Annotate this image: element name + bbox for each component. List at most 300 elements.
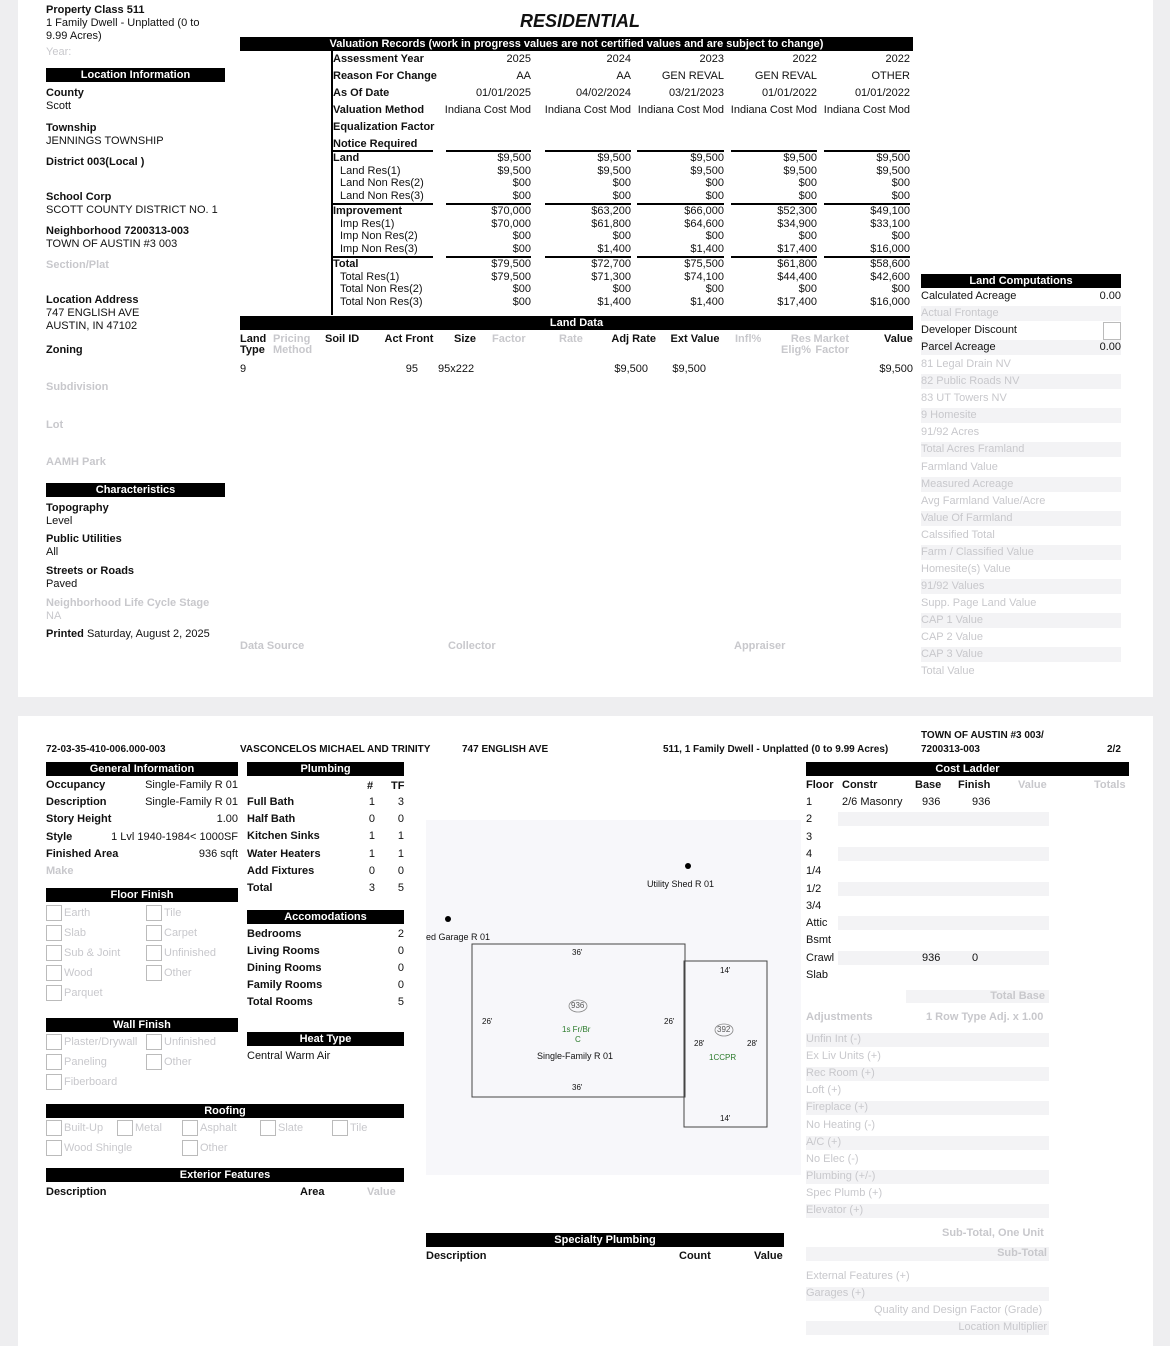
value-cell: $72,700 — [591, 258, 631, 270]
land-computation-label: 83 UT Towers NV — [921, 392, 1007, 405]
land-col-value: Value — [884, 333, 913, 345]
plumbing-row-count: 1 — [368, 796, 375, 808]
floor-option — [46, 905, 90, 921]
property-class-desc-line1: 1 Family Dwell - Unplatted (0 to — [46, 17, 200, 29]
cost-row-constr: 2/6 Masonry — [842, 796, 903, 808]
valuation-years-cell: 2024 — [606, 53, 631, 65]
value-cell: $58,600 — [870, 258, 910, 270]
plumbing-row-label: Full Bath — [247, 796, 295, 808]
streets-value: Paved — [46, 578, 78, 590]
exterior-features-header: Exterior Features — [46, 1168, 404, 1182]
land-computation-label: Calssified Total — [921, 528, 995, 541]
value-cell: $79,500 — [491, 258, 531, 270]
option-label: Earth — [64, 907, 91, 919]
accommodation-row-label: Total Rooms — [247, 996, 313, 1008]
option-checkbox[interactable] — [332, 1120, 348, 1136]
roof-option — [332, 1120, 367, 1136]
land-computation-label: Parcel Acreage — [921, 341, 996, 354]
option-checkbox[interactable] — [46, 1034, 62, 1050]
cost-row-floor: 1/4 — [806, 865, 822, 878]
land-col-rate: Rate — [559, 333, 583, 345]
land-computation-label: Avg Farmland Value/Acre — [921, 494, 1046, 507]
option-checkbox[interactable] — [117, 1120, 133, 1136]
value-cell: $00 — [798, 283, 817, 296]
adjustments-label: Adjustments — [806, 1011, 873, 1023]
value-cell: $1,400 — [690, 243, 724, 256]
accommodation-row-label: Living Rooms — [247, 945, 320, 957]
value-cell: $00 — [891, 230, 910, 243]
valuation-years-cell: 2025 — [506, 53, 531, 65]
valuation-years-cell: 2022 — [885, 53, 910, 65]
accommodation-row-label: Family Rooms — [247, 979, 323, 991]
valuation-row-label: As Of Date — [333, 87, 390, 99]
land-computation-row — [921, 323, 1121, 338]
floor-finish-header: Floor Finish — [46, 888, 238, 902]
characteristics-header: Characteristics — [46, 483, 225, 497]
adjustment-row: Unfin Int (-) — [806, 1033, 1049, 1047]
land-computation-label: 82 Public Roads NV — [921, 375, 1020, 388]
data-source-label: Data Source — [240, 640, 305, 652]
area-936-label: 936 — [571, 1001, 585, 1010]
land-computation-label: 91/92 Acres — [921, 426, 980, 439]
public-utilities-label: Public Utilities — [46, 533, 122, 545]
value-row-label: Total Non Res(3) — [340, 296, 423, 309]
general-info-value: 1.00 — [216, 813, 238, 826]
adjustment-row: Loft (+) — [806, 1084, 842, 1097]
value-cell: $1,400 — [597, 296, 631, 309]
accommodation-row-value: 2 — [397, 928, 404, 940]
cost-row-shade — [838, 968, 1049, 982]
land-computation-row — [921, 613, 1121, 628]
accommodation-row-label: Bedrooms — [247, 928, 302, 940]
land-computation-label: 81 Legal Drain NV — [921, 358, 1011, 371]
floor-option — [46, 965, 93, 981]
section-plat-label: Section/Plat — [46, 259, 109, 271]
land-computation-label: Homesite(s) Value — [921, 562, 1011, 575]
heat-type-header: Heat Type — [247, 1032, 404, 1046]
floor-option — [146, 965, 192, 981]
district-label: District 003(Local ) — [46, 156, 145, 168]
option-checkbox[interactable] — [46, 1120, 62, 1136]
plumbing-row-label: Half Bath — [247, 813, 296, 826]
valuation-dates-cell: 01/01/2025 — [475, 87, 531, 99]
valuation-methods-cell: Indiana Cost Mod — [444, 104, 531, 116]
floor-c-label: C — [575, 1035, 581, 1044]
cost-row-finish: 936 — [972, 796, 991, 808]
accommodation-row-value: 0 — [397, 962, 404, 974]
option-label: Tile — [164, 907, 182, 919]
county-value: Scott — [46, 100, 72, 112]
option-checkbox[interactable] — [46, 985, 62, 1001]
valuation-row-label: Equalization Factor — [333, 121, 435, 133]
printed-value: Saturday, August 2, 2025 — [86, 628, 210, 640]
land-computation-label: Supp. Page Land Value — [921, 596, 1037, 609]
roof-option — [46, 1140, 132, 1156]
garage-label: ed Garage R 01 — [426, 932, 491, 942]
cost-row-base: 936 — [922, 951, 941, 964]
cost-row-shade — [838, 882, 1049, 896]
cost-row-floor: Crawl — [806, 951, 835, 964]
valuation-dates-cell: 01/01/2022 — [854, 87, 910, 99]
cost-row-floor: Bsmt — [806, 934, 832, 947]
cost-row-floor: 3/4 — [806, 899, 822, 912]
dim-26-right: 26' — [664, 1017, 675, 1026]
value-cell: $61,800 — [777, 258, 817, 270]
page-number: 2/2 — [1107, 744, 1121, 755]
value-row-label: Improvement — [333, 205, 403, 217]
valuation-row-label: Assessment Year — [333, 53, 424, 65]
general-info-header: General Information — [46, 762, 238, 776]
house-outline — [472, 944, 685, 1097]
option-checkbox[interactable] — [46, 945, 62, 961]
land-computation-label: Measured Acreage — [921, 477, 1014, 490]
value-cell: $16,000 — [870, 296, 910, 309]
public-utilities-value: All — [46, 546, 59, 558]
value-cell: $00 — [798, 177, 817, 190]
general-info-value: Single-Family R 01 — [145, 796, 238, 809]
land-col-infl: Infl% — [735, 333, 762, 345]
option-label: Carpet — [164, 927, 198, 939]
adjustment-row: Ex Liv Units (+) — [806, 1050, 881, 1063]
school-label: School Corp — [46, 191, 112, 203]
land-computation-row — [921, 306, 1121, 321]
row-type-adj-label: 1 Row Type Adj. x 1.00 — [926, 1011, 1044, 1023]
roofing-header: Roofing — [46, 1104, 404, 1118]
plumb-tf-col: TF — [391, 780, 405, 792]
land-computation-row — [921, 647, 1121, 662]
value-row-label: Land — [333, 152, 360, 164]
floor-option — [46, 925, 86, 941]
land-col-ext-value: Ext Value — [670, 333, 720, 345]
value-row-label: Imp Non Res(3) — [340, 243, 418, 256]
plumbing-row-tf: 1 — [397, 847, 404, 860]
plumbing-row-label: Kitchen Sinks — [247, 830, 320, 843]
cost-base-col: Base — [915, 779, 942, 791]
value-cell: $75,500 — [684, 258, 724, 270]
land-row-type: 9 — [240, 363, 247, 375]
garage-marker — [445, 916, 451, 922]
land-computations-header: Land Computations — [921, 274, 1121, 288]
dim-28-right: 28' — [747, 1039, 758, 1048]
option-checkbox[interactable] — [146, 905, 162, 921]
land-row-ext-value: $9,500 — [672, 363, 706, 375]
neighborhood-label: Neighborhood 7200313-003 — [46, 225, 190, 237]
option-checkbox[interactable] — [146, 945, 162, 961]
option-label: Asphalt — [200, 1122, 237, 1134]
option-label: Parquet — [64, 987, 103, 999]
area-392-label: 392 — [717, 1025, 731, 1034]
school-value: SCOTT COUNTY DISTRICT NO. 1 — [46, 204, 218, 216]
land-row-act-front: 95 — [405, 363, 418, 375]
cost-row-floor: Slab — [806, 969, 829, 981]
valuation-row-label: Notice Required — [333, 138, 418, 150]
adjustment-row: A/C (+) — [806, 1136, 1049, 1150]
option-checkbox[interactable] — [182, 1120, 198, 1136]
value-cell: $9,500 — [690, 152, 724, 164]
land-computation-row — [921, 579, 1121, 594]
property-class-desc-line2: 9.99 Acres) — [46, 30, 102, 42]
value-cell: $1,400 — [597, 243, 631, 256]
value-cell: $52,300 — [777, 205, 817, 217]
location-info-header: Location Information — [46, 68, 225, 82]
roof-option — [46, 1120, 103, 1136]
accommodation-row-value: 0 — [397, 979, 404, 991]
value-cell: $00 — [512, 230, 531, 243]
valuation-years-cell: 2023 — [699, 53, 724, 65]
cost-row-shade — [838, 830, 1049, 844]
developer-discount-checkbox[interactable] — [1103, 322, 1121, 340]
cost-row-finish: 0 — [972, 951, 979, 964]
valuation-reasons-cell: GEN REVAL — [661, 70, 724, 82]
option-checkbox[interactable] — [46, 1140, 62, 1156]
utility-shed-label: Utility Shed R 01 — [647, 879, 715, 889]
general-info-label: Style — [46, 830, 73, 843]
land-computation-row — [921, 289, 1121, 304]
accommodation-row-label: Dining Rooms — [247, 962, 322, 974]
plumbing-row-tf: 0 — [397, 864, 404, 877]
cost-row-floor: 1 — [806, 796, 813, 808]
topography-value: Level — [46, 515, 73, 527]
value-cell: $9,500 — [876, 164, 910, 177]
option-checkbox[interactable] — [146, 965, 162, 981]
adjustment-row: Spec Plumb (+) — [806, 1186, 883, 1199]
option-label: Other — [200, 1142, 228, 1154]
cost-floor-col: Floor — [806, 779, 834, 791]
value-cell: $66,000 — [684, 205, 724, 217]
value-cell: $9,500 — [783, 164, 817, 177]
cost-row-floor: 3 — [806, 830, 813, 843]
cost-row-shade — [838, 951, 1049, 965]
value-cell: $33,100 — [870, 217, 910, 230]
valuation-methods-cell: Indiana Cost Mod — [730, 104, 817, 116]
property-class-label: Property Class 511 — [46, 4, 145, 16]
land-computation-label: Total Acres Framland — [921, 443, 1025, 456]
roof-option — [260, 1120, 303, 1136]
external-features-label: External Features (+) — [806, 1270, 910, 1282]
value-row-label: Land Non Res(3) — [340, 190, 424, 203]
value-cell: $00 — [612, 283, 631, 296]
cost-constr-col: Constr — [842, 779, 878, 791]
floor-frbr-label: 1s Fr/Br — [562, 1025, 591, 1034]
value-cell: $00 — [705, 230, 724, 243]
nlcs-value: NA — [46, 610, 62, 622]
general-info-label: Description — [46, 796, 107, 809]
carport-label: 1CCPR — [709, 1053, 737, 1062]
location-multiplier-label: Location Multiplier — [806, 1321, 1049, 1335]
county-label: County — [46, 87, 84, 99]
wall-option — [46, 1034, 137, 1050]
value-cell: $71,300 — [591, 270, 631, 283]
value-cell: $61,800 — [591, 217, 631, 230]
cost-finish-col: Finish — [958, 779, 991, 791]
floor-option — [46, 985, 103, 1001]
appraiser-label: Appraiser — [734, 640, 786, 652]
land-computation-label: Value Of Farmland — [921, 511, 1013, 524]
land-col-pricing: Pricing Method — [273, 333, 313, 356]
dim-36-top: 36' — [572, 948, 583, 957]
printed-label: Printed — [46, 628, 84, 640]
valuation-row-label: Valuation Method — [333, 104, 425, 116]
option-label: Paneling — [64, 1056, 107, 1068]
plumbing-header: Plumbing — [247, 762, 404, 776]
option-label: Plaster/Drywall — [64, 1036, 138, 1048]
wall-option — [46, 1074, 117, 1090]
value-cell: $63,200 — [591, 205, 631, 217]
floor-option — [46, 945, 120, 961]
value-cell: $9,500 — [597, 152, 631, 164]
plumbing-row-label: Add Fixtures — [247, 864, 315, 877]
garages-label: Garages (+) — [806, 1287, 1049, 1301]
cost-row-shade — [838, 916, 1049, 930]
make-label: Make — [46, 865, 74, 877]
land-col-land-type: Land Type — [240, 333, 267, 356]
value-cell: $74,100 — [684, 270, 724, 283]
address-line2: AUSTIN, IN 47102 — [46, 320, 138, 332]
value-cell: $9,500 — [690, 164, 724, 177]
land-col-market: Market Factor — [813, 333, 849, 356]
option-label: Wood — [64, 967, 93, 979]
land-row-size: 95x222 — [438, 363, 475, 375]
option-checkbox[interactable] — [46, 965, 62, 981]
value-row-label: Imp Non Res(2) — [340, 230, 418, 243]
option-checkbox[interactable] — [46, 1074, 62, 1090]
specialty-plumbing-header: Specialty Plumbing — [426, 1233, 784, 1247]
value-cell: $64,600 — [684, 217, 724, 230]
option-checkbox[interactable] — [146, 1054, 162, 1070]
dim-14-bottom: 14' — [720, 1114, 731, 1123]
option-label: Slate — [278, 1122, 304, 1134]
lot-label: Lot — [46, 419, 64, 431]
value-cell: $9,500 — [597, 164, 631, 177]
value-cell: $00 — [512, 296, 531, 309]
wall-finish-header: Wall Finish — [46, 1018, 238, 1032]
valuation-records-header: Valuation Records (work in progress values are not certified values and are subject to change) — [240, 37, 913, 51]
value-row-label: Imp Res(1) — [340, 217, 395, 230]
ext-area-col: Area — [300, 1186, 325, 1198]
neighborhood-line1: TOWN OF AUSTIN #3 003/ — [921, 730, 1044, 741]
collector-label: Collector — [448, 640, 496, 652]
subtotal-label: Sub-Total — [806, 1247, 1049, 1261]
cost-row-floor: 2 — [806, 813, 813, 826]
value-cell: $00 — [512, 243, 531, 256]
land-computation-row — [921, 425, 1121, 440]
roof-option — [182, 1120, 237, 1136]
option-label: Tile — [350, 1122, 368, 1134]
value-row-label: Land Res(1) — [340, 164, 401, 177]
value-cell: $00 — [798, 230, 817, 243]
wall-option — [46, 1054, 107, 1070]
land-computation-value: 0.00 — [1099, 290, 1121, 302]
land-row-value: $9,500 — [879, 363, 913, 375]
floor-option — [146, 945, 216, 961]
value-cell: $9,500 — [876, 152, 910, 164]
total-base-label: Total Base — [906, 990, 1049, 1003]
option-label: Metal — [135, 1122, 162, 1134]
valuation-methods-cell: Indiana Cost Mod — [637, 104, 724, 116]
adjustment-row: Rec Room (+) — [806, 1067, 1049, 1081]
accommodation-row-value: 0 — [397, 945, 404, 957]
value-cell: $00 — [705, 177, 724, 190]
dim-36-bottom: 36' — [572, 1083, 583, 1092]
plumb-num-col: # — [367, 780, 374, 792]
wall-option — [146, 1034, 216, 1050]
adjustment-row: Plumbing (+/-) — [806, 1170, 1049, 1184]
general-info-label: Story Height — [46, 813, 112, 826]
land-computation-row — [921, 374, 1121, 389]
land-computation-row — [921, 562, 1121, 577]
plumbing-row-tf: 3 — [397, 796, 404, 808]
land-computation-label: Farmland Value — [921, 460, 998, 473]
spec-value-col: Value — [754, 1250, 783, 1262]
subtotal-one-unit-label: Sub-Total, One Unit — [942, 1227, 1044, 1239]
accommodation-row-value: 5 — [397, 996, 404, 1008]
value-cell: $70,000 — [491, 217, 531, 230]
value-cell: $00 — [891, 283, 910, 296]
value-cell: $16,000 — [870, 243, 910, 256]
general-info-label: Occupancy — [46, 779, 106, 791]
value-cell: $00 — [512, 283, 531, 296]
land-computation-label: Developer Discount — [921, 324, 1017, 337]
value-row-label: Total Non Res(2) — [340, 283, 423, 296]
option-checkbox[interactable] — [260, 1120, 276, 1136]
valuation-reasons-cell: AA — [616, 70, 631, 82]
option-checkbox[interactable] — [46, 1054, 62, 1070]
land-computation-label: CAP 2 Value — [921, 631, 983, 643]
valuation-years-cell: 2022 — [792, 53, 817, 65]
land-computation-row — [921, 528, 1121, 543]
land-computation-row — [921, 357, 1121, 372]
value-cell: $9,500 — [497, 152, 531, 164]
land-computation-row — [921, 511, 1121, 526]
option-label: Slab — [64, 927, 87, 939]
land-computation-label: Total Value — [921, 665, 975, 678]
valuation-dates-cell: 04/02/2024 — [575, 87, 631, 99]
roof-option — [182, 1140, 228, 1156]
option-checkbox[interactable] — [146, 925, 162, 941]
page-title: RESIDENTIAL — [520, 11, 641, 31]
floor-option — [146, 905, 181, 921]
option-checkbox[interactable] — [182, 1140, 198, 1156]
option-label: Wood Shingle — [64, 1142, 133, 1154]
valuation-row-label: Reason For Change — [333, 70, 437, 82]
roof-option — [117, 1120, 162, 1136]
option-checkbox[interactable] — [46, 905, 62, 921]
cost-row-shade — [838, 812, 1049, 826]
cost-row-floor: 1/2 — [806, 882, 822, 895]
year-label: Year: — [46, 46, 72, 58]
land-computation-row — [921, 442, 1121, 457]
plumbing-row-tf: 0 — [397, 813, 404, 826]
land-data-header: Land Data — [240, 316, 913, 330]
utility-shed-marker — [685, 863, 691, 869]
value-row-label: Total — [333, 258, 359, 270]
land-computation-label: Actual Frontage — [921, 307, 999, 320]
land-computation-row — [921, 596, 1121, 611]
option-checkbox[interactable] — [146, 1034, 162, 1050]
value-cell: $70,000 — [491, 205, 531, 217]
wall-option — [146, 1054, 192, 1070]
value-cell: $00 — [612, 230, 631, 243]
option-checkbox[interactable] — [46, 925, 62, 941]
land-row-adj-rate: $9,500 — [614, 363, 648, 375]
option-label: Other — [164, 1056, 192, 1068]
valuation-dates-cell: 01/01/2022 — [761, 87, 817, 99]
cost-ladder-header: Cost Ladder — [806, 762, 1129, 776]
value-cell: $42,600 — [870, 270, 910, 283]
value-cell: $00 — [798, 190, 817, 203]
option-label: Sub & Joint — [64, 947, 121, 959]
value-cell: $49,100 — [870, 205, 910, 217]
